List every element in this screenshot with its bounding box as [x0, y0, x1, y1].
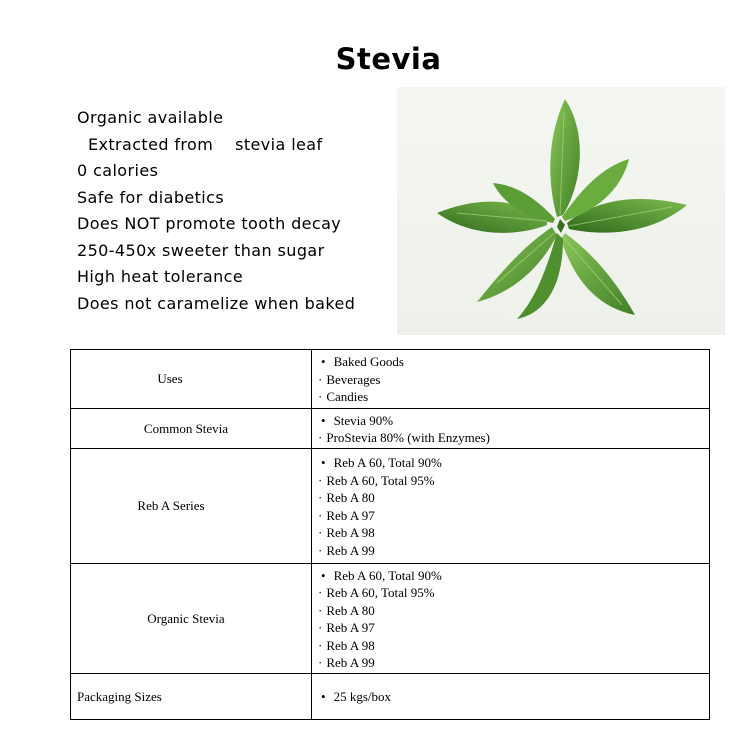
stevia-spec-table: [70, 349, 710, 720]
bullet-icon: ·: [318, 602, 323, 618]
list-item: · Reb A 99: [318, 655, 375, 670]
list-item: • Baked Goods: [321, 354, 404, 370]
list-item: · Reb A 99: [318, 542, 375, 558]
page-title: Stevia: [335, 42, 442, 76]
list-item: • Reb A 60, Total 90%: [321, 455, 442, 470]
bullet-icon: •: [321, 689, 326, 705]
bullet-icon: •: [321, 455, 326, 470]
stevia-leaf-illustration: [397, 87, 725, 335]
row-label: Uses: [71, 350, 312, 409]
list-item: · ProStevia 80% (with Enzymes): [318, 430, 490, 445]
list-item: · Reb A 98: [318, 525, 375, 540]
list-item: · Reb A 80: [318, 602, 375, 618]
row-label: Reb A Series: [71, 449, 312, 564]
feature-item: 0 calories: [77, 161, 159, 180]
list-item: · Reb A 80: [318, 490, 375, 505]
bullet-icon: ·: [318, 490, 323, 505]
bullet-icon: ·: [318, 371, 323, 387]
list-item: · Beverages: [318, 371, 381, 387]
bullet-icon: ·: [318, 585, 323, 600]
bullet-icon: ·: [318, 430, 323, 445]
list-item: • Stevia 90%: [321, 412, 394, 428]
feature-list: [77, 105, 355, 317]
row-values: [312, 449, 710, 564]
feature-item: Does not caramelize when baked: [77, 293, 356, 313]
row-label: Packaging Sizes: [71, 674, 312, 720]
list-item: · Reb A 97: [318, 507, 375, 523]
row-values: [312, 409, 710, 449]
feature-item: Extracted from stevia leaf: [77, 134, 323, 154]
row-label: Common Stevia: [71, 409, 312, 449]
feature-item: High heat tolerance: [77, 267, 244, 286]
stem: [557, 219, 565, 233]
bullet-icon: ·: [318, 525, 323, 540]
table-row: [71, 449, 710, 564]
feature-item: 250-450x sweeter than sugar: [77, 240, 325, 260]
list-item: · Reb A 60, Total 95%: [318, 472, 435, 488]
list-item: · Candies: [318, 389, 369, 405]
row-values: [312, 350, 710, 409]
row-values: [312, 564, 710, 674]
table-row: [71, 409, 710, 449]
bullet-icon: •: [321, 354, 326, 370]
table-row: [71, 350, 710, 409]
feature-item: Organic available: [77, 108, 224, 127]
bullet-icon: ·: [318, 637, 323, 653]
leaf: [561, 233, 635, 315]
bullet-icon: ·: [318, 620, 323, 635]
row-label: Organic Stevia: [71, 564, 312, 674]
table-row: [71, 564, 710, 674]
list-item: • 25 kgs/box: [321, 689, 391, 705]
list-item: · Reb A 98: [318, 637, 375, 653]
bullet-icon: ·: [318, 655, 323, 670]
bullet-icon: ·: [318, 542, 323, 558]
feature-item: Does NOT promote tooth decay: [77, 214, 342, 233]
bullet-icon: ·: [318, 507, 323, 523]
bullet-icon: •: [321, 412, 326, 428]
list-item: · Reb A 60, Total 95%: [318, 585, 435, 600]
bullet-icon: ·: [318, 472, 323, 488]
list-item: · Reb A 97: [318, 620, 375, 635]
bullet-icon: ·: [318, 389, 323, 405]
row-values: [312, 674, 710, 720]
table-row: [71, 674, 710, 720]
feature-item: Safe for diabetics: [77, 187, 225, 207]
stevia-plant-image: [397, 87, 725, 335]
list-item: • Reb A 60, Total 90%: [321, 567, 442, 583]
bullet-icon: •: [321, 567, 326, 583]
